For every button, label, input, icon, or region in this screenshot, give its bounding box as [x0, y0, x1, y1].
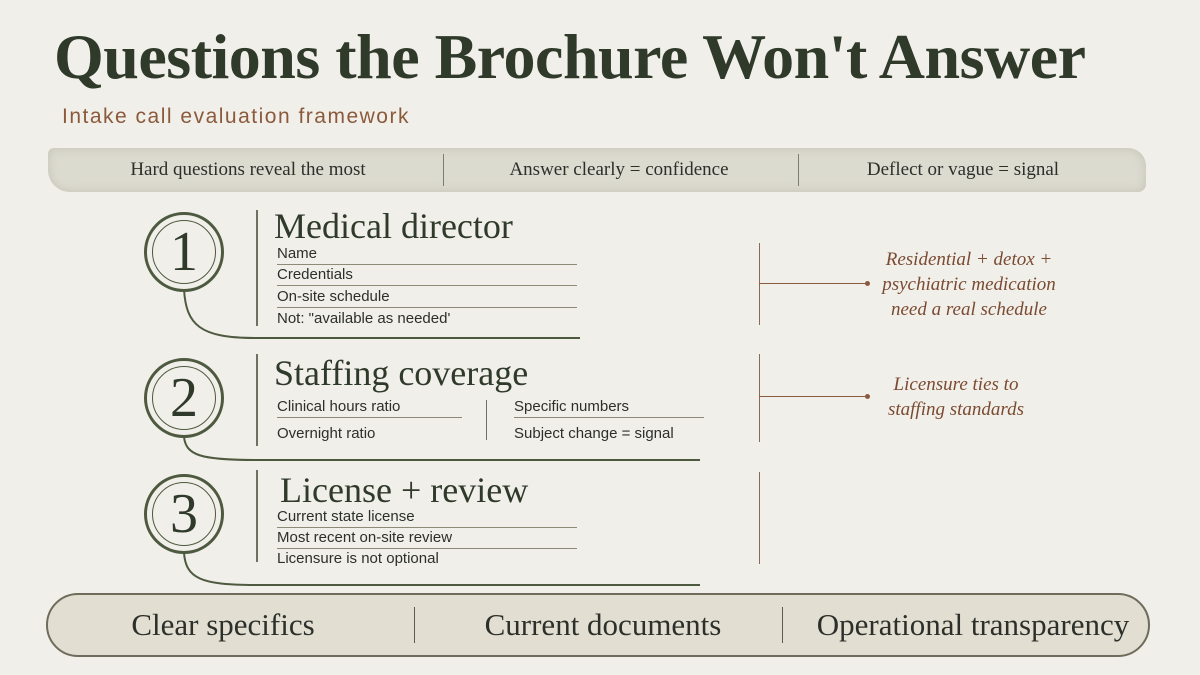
step-2-item-subject-change: Subject change = signal: [514, 425, 674, 442]
step-1-item-schedule: On-site schedule: [277, 288, 577, 308]
step-1-title: Medical director: [274, 206, 513, 246]
step-2-item-clinical: Clinical hours ratio: [277, 398, 462, 418]
note-1-leader: [759, 283, 867, 284]
band-item-hard-questions: Hard questions reveal the most: [130, 159, 366, 180]
outcome-current-documents: Current documents: [484, 607, 722, 642]
step-3-bar: [256, 470, 258, 562]
note-1-line-3: need a real schedule: [891, 299, 1047, 320]
note-1-line-1: Residential + detox +: [885, 249, 1053, 270]
note-2-bar: [759, 354, 760, 442]
band-item-deflect: Deflect or vague = signal: [866, 159, 1060, 180]
step-number-2: 2: [144, 358, 224, 438]
step-number-1: 1: [144, 212, 224, 292]
note-3-bar: [759, 472, 760, 564]
band-item-answer-clearly: Answer clearly = confidence: [509, 159, 729, 180]
page-title: Questions the Brochure Won't Answer: [54, 21, 1086, 92]
outcome-divider: [414, 607, 415, 643]
outcome-clear-specifics: Clear specifics: [131, 607, 315, 642]
note-2-line-1: Licensure ties to: [893, 374, 1019, 395]
step-2-item-specific: Specific numbers: [514, 398, 704, 418]
note-1-line-2: psychiatric medication: [882, 274, 1056, 295]
step-2-note: [868, 372, 1044, 422]
note-1-dot: [865, 281, 870, 286]
step-1-bar: [256, 210, 258, 326]
note-2-leader: [759, 396, 867, 397]
page-subtitle: Intake call evaluation framework: [62, 105, 410, 128]
outcome-operational-transparency: Operational transparency: [816, 607, 1130, 642]
step-3-item-review: Most recent on-site review: [277, 529, 577, 549]
step-2-item-overnight: Overnight ratio: [277, 425, 376, 442]
step-2-column-divider: [486, 400, 487, 440]
connector-curve-3: [184, 553, 700, 585]
step-3-title: License + review: [280, 470, 529, 510]
step-2-title: Staffing coverage: [274, 353, 529, 393]
note-2-line-2: staffing standards: [887, 399, 1024, 420]
step-number-3: 3: [144, 474, 224, 554]
step-1-item-not: Not: "available as needed': [277, 310, 451, 327]
outcomes-band: [46, 593, 1150, 657]
step-3-item-license: Current state license: [277, 508, 577, 528]
step-1-note: [874, 247, 1064, 322]
step-2-bar: [256, 354, 258, 446]
outcome-divider: [782, 607, 783, 643]
step-1-item-credentials: Credentials: [277, 266, 577, 286]
step-3-item-optional: Licensure is not optional: [277, 550, 439, 567]
step-1-item-name: Name: [277, 245, 577, 265]
note-1-bar: [759, 243, 760, 325]
